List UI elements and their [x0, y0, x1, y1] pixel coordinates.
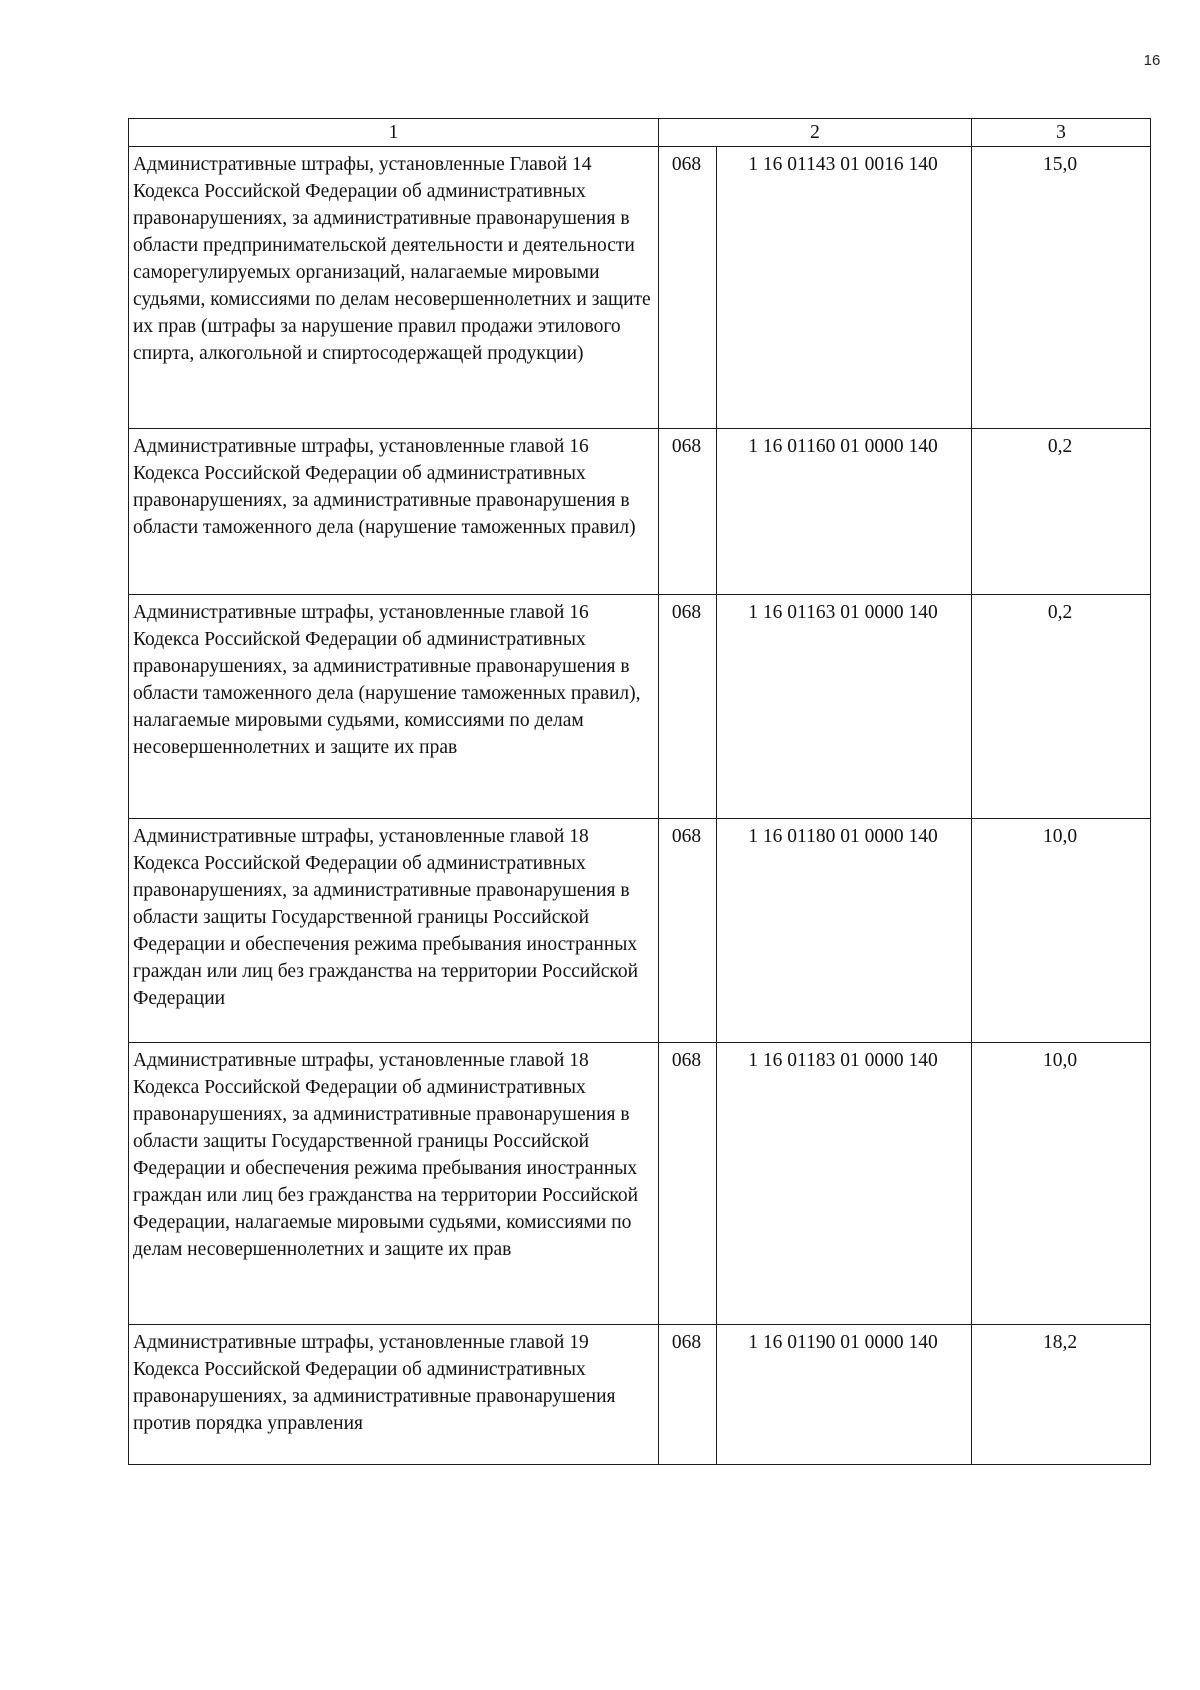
row-admin-code: 068: [659, 1043, 717, 1325]
row-description: Административные штрафы, установленные главой 18 Кодекса Российской Федерации об административных правонарушениях, за административные правонарушения в области защиты Государственной границы Российской Федерации и обеспечения режима пребывания иностранных граждан или лиц без гражданства на территории Российской Федерации: [129, 819, 659, 1043]
table-row: [129, 595, 1151, 819]
row-admin-code: 068: [659, 595, 717, 819]
table-row: [129, 1325, 1151, 1465]
header-col-1: 1: [129, 119, 659, 147]
header-col-2: 2: [659, 119, 972, 147]
row-sum: 0,2: [972, 595, 1151, 819]
table-row: [129, 1043, 1151, 1325]
row-description: Административные штрафы, установленные главой 19 Кодекса Российской Федерации об административных правонарушениях, за административные правонарушения против порядка управления: [129, 1325, 659, 1465]
row-sum: 10,0: [972, 819, 1151, 1043]
revenue-table: [128, 118, 1151, 1465]
row-budget-code: 1 16 01160 01 0000 140: [717, 429, 972, 595]
page-number: 16: [1143, 52, 1161, 69]
row-admin-code: 068: [659, 429, 717, 595]
row-sum: 18,2: [972, 1325, 1151, 1465]
row-admin-code: 068: [659, 1325, 717, 1465]
row-description: Административные штрафы, установленные главой 18 Кодекса Российской Федерации об административных правонарушениях, за административные правонарушения в области защиты Государственной границы Российской Федерации и обеспечения режима пребывания иностранных граждан или лиц без гражданства на территории Российской Федерации, налагаемые мировыми судьями, комиссиями по делам несовершеннолетних и защите их прав: [129, 1043, 659, 1325]
row-budget-code: 1 16 01180 01 0000 140: [717, 819, 972, 1043]
row-admin-code: 068: [659, 819, 717, 1043]
row-budget-code: 1 16 01163 01 0000 140: [717, 595, 972, 819]
table-header-row: [129, 119, 1151, 147]
row-admin-code: 068: [659, 147, 717, 429]
row-sum: 10,0: [972, 1043, 1151, 1325]
row-description: Административные штрафы, установленные главой 16 Кодекса Российской Федерации об административных правонарушениях, за административные правонарушения в области таможенного дела (нарушение таможенных правил): [129, 429, 659, 595]
row-budget-code: 1 16 01190 01 0000 140: [717, 1325, 972, 1465]
row-sum: 0,2: [972, 429, 1151, 595]
row-description: Административные штрафы, установленные Главой 14 Кодекса Российской Федерации об административных правонарушениях, за административные правонарушения в области предпринимательской деятельности и деятельности саморегулируемых организаций, налагаемые мировыми судьями, комиссиями по делам несовершеннолетних и защите их прав (штрафы за нарушение правил продажи этилового спирта, алкогольной и спиртосодержащей продукции): [129, 147, 659, 429]
header-col-3: 3: [972, 119, 1151, 147]
table-row: [129, 819, 1151, 1043]
table-row: [129, 147, 1151, 429]
row-description: Административные штрафы, установленные главой 16 Кодекса Российской Федерации об административных правонарушениях, за административные правонарушения в области таможенного дела (нарушение таможенных правил), налагаемые мировыми судьями, комиссиями по делам несовершеннолетних и защите их прав: [129, 595, 659, 819]
table-row: [129, 429, 1151, 595]
row-budget-code: 1 16 01143 01 0016 140: [717, 147, 972, 429]
row-sum: 15,0: [972, 147, 1151, 429]
row-budget-code: 1 16 01183 01 0000 140: [717, 1043, 972, 1325]
